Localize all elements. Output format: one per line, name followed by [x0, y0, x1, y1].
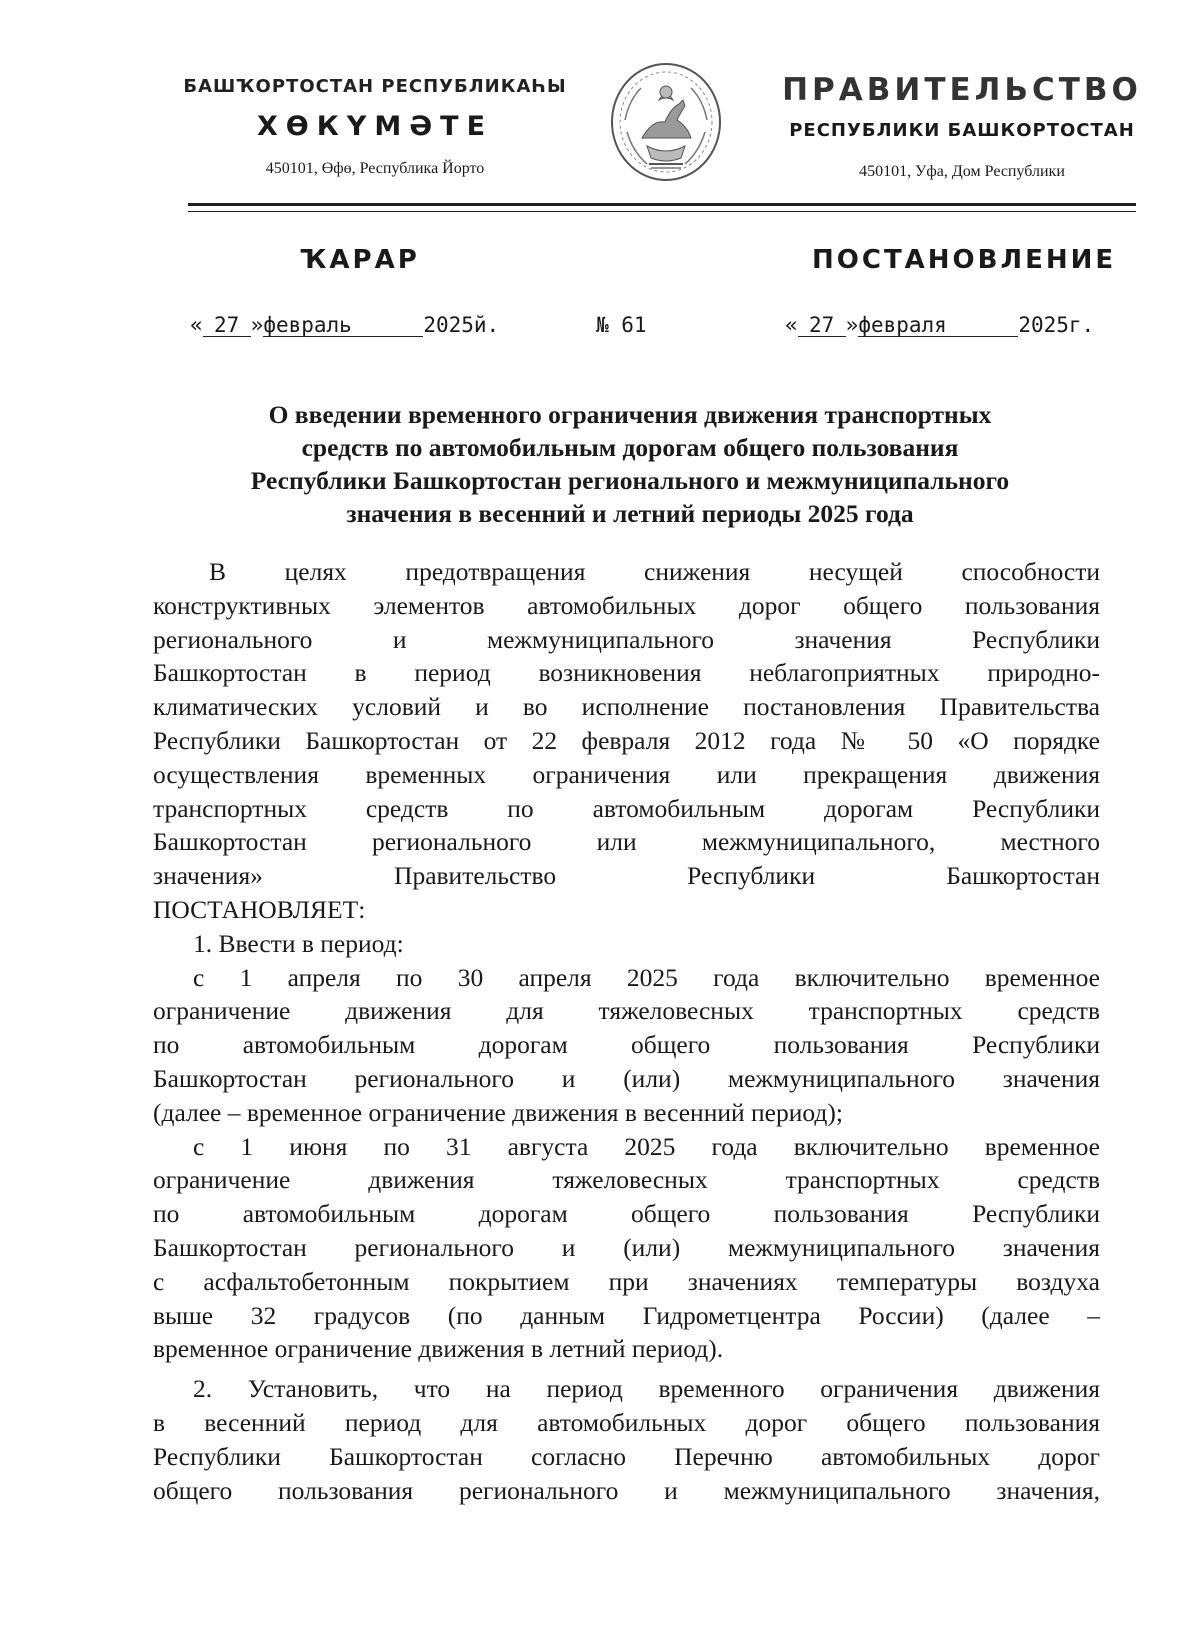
- address-bashkir: 450101, Өфө, Республика Йорто: [265, 160, 485, 177]
- bashkortostan-emblem-icon: [607, 60, 725, 184]
- spring-line: ограничение движения для тяжеловесных транспортных средств: [153, 996, 1100, 1026]
- date-month: февраль: [263, 314, 423, 337]
- header-rule-thick: [188, 203, 1136, 206]
- summer-line: с асфальтобетонным покрытием при значениях температуры воздуха: [153, 1266, 1100, 1296]
- preamble-line: климатических условий и во исполнение постановления Правительства: [153, 692, 1100, 722]
- preamble-line: ПОСТАНОВЛЯЕТ:: [153, 894, 366, 924]
- document-body: [153, 555, 1100, 1507]
- summer-line: по автомобильным дорогам общего пользования Республики: [153, 1199, 1100, 1229]
- preamble-line: Башкортостан регионального или межмуниципального, местного: [153, 827, 1100, 857]
- preamble-line: значения» Правительство Республики Башкортостан: [153, 861, 1100, 891]
- year-prefix: 20: [423, 313, 449, 337]
- date-day: 27: [798, 314, 846, 337]
- preamble-line: транспортных средств по автомобильным дорогам Республики: [153, 793, 1100, 823]
- doc-type-russian: ПОСТАНОВЛЕНИЕ: [812, 245, 1117, 275]
- summer-line: временное ограничение движения в летний период).: [153, 1334, 724, 1364]
- item2-line: в весенний период для автомобильных дорог общего пользования: [153, 1407, 1100, 1437]
- spring-line: с 1 апреля по 30 апреля 2025 года включительно временное: [193, 962, 1100, 992]
- header-left: [150, 76, 600, 178]
- title-line: Республики Башкортостан регионального и межмуниципального: [250, 466, 1010, 495]
- date-month: февраля: [858, 314, 1018, 337]
- item2-line: общего пользования регионального и межмуниципального значения,: [153, 1475, 1100, 1505]
- header-rule-thin: [188, 211, 1136, 212]
- quote-open: «: [190, 313, 203, 337]
- spring-line: по автомобильным дорогам общего пользования Республики: [153, 1030, 1100, 1060]
- spring-line: Башкортостан регионального и (или) межмуниципального значения: [153, 1063, 1100, 1093]
- item2-line: Республики Башкортостан согласно Перечню автомобильных дорог: [153, 1441, 1100, 1471]
- item2-line: 2. Установить, что на период временного ограничения движения: [193, 1374, 1100, 1404]
- government-name-russian: ПРАВИТЕЛЬСТВО: [782, 72, 1142, 108]
- quote-close: »: [250, 313, 264, 337]
- address-russian: 450101, Уфа, Дом Республики: [859, 163, 1065, 180]
- quote-open: «: [785, 313, 798, 337]
- document-number: № 61: [596, 313, 647, 337]
- summer-line: выше 32 градусов (по данным Гидрометцентра России) (далее –: [153, 1300, 1100, 1330]
- year-prefix: 20: [1018, 313, 1044, 337]
- title-line: О введении временного ограничения движения транспортных: [268, 400, 992, 429]
- preamble-line: В целях предотвращения снижения несущей способности: [209, 557, 1100, 586]
- government-name-bashkir: ХӨКҮМӘТЕ: [256, 111, 494, 142]
- preamble-line: конструктивных элементов автомобильных дорог общего пользования: [153, 590, 1100, 620]
- preamble-line: Башкортостан в период возникновения неблагоприятных природно-: [153, 658, 1100, 688]
- date-russian: [785, 313, 1094, 337]
- title-line: значения в весенний и летний периоды 2025 года: [346, 499, 914, 528]
- republic-name-bashkir: БАШҠОРТОСТАН РЕСПУБЛИКАҺЫ: [183, 76, 567, 97]
- republic-name-russian: РЕСПУБЛИКИ БАШКОРТОСТАН: [789, 120, 1135, 141]
- year-suffix: 25й.: [448, 313, 500, 337]
- spring-line: (далее – временное ограничение движения в весенний период);: [153, 1097, 843, 1127]
- preamble-line: регионального и межмуниципального значения Республики: [153, 624, 1100, 654]
- date-bashkir: [190, 313, 499, 337]
- document-title: [150, 398, 1110, 530]
- date-day: 27: [203, 314, 251, 337]
- summer-line: с 1 июня по 31 августа 2025 года включительно временное: [193, 1131, 1100, 1161]
- preamble-line: Республики Башкортостан от 22 февраля 2012 года № 50 «О порядке: [153, 725, 1100, 755]
- summer-line: ограничение движения тяжеловесных транспортных средств: [153, 1165, 1100, 1195]
- doc-type-bashkir: ҠАРАР: [300, 245, 420, 275]
- item1-intro: 1. Ввести в период:: [193, 928, 404, 958]
- summer-line: Башкортостан регионального и (или) межмуниципального значения: [153, 1232, 1100, 1262]
- quote-close: »: [845, 313, 859, 337]
- preamble-line: осуществления временных ограничения или прекращения движения: [153, 759, 1100, 789]
- title-line: средств по автомобильным дорогам общего пользования: [301, 433, 959, 462]
- header-right: [762, 72, 1162, 181]
- year-suffix: 25г.: [1043, 313, 1095, 337]
